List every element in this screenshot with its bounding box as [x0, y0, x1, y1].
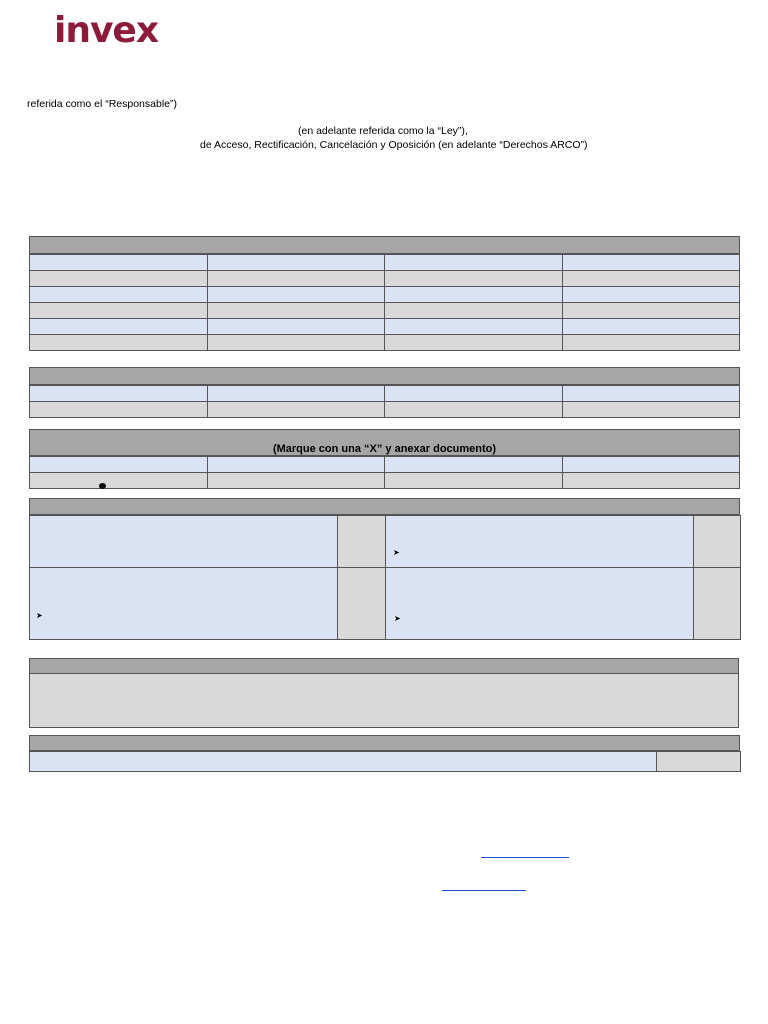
form-cell[interactable]: [207, 319, 385, 335]
form-cell[interactable]: [30, 386, 208, 402]
form-cell[interactable]: [385, 255, 563, 271]
form-cell[interactable]: [562, 386, 740, 402]
form-cell[interactable]: [385, 319, 563, 335]
form-cell[interactable]: [30, 457, 208, 473]
section-4-table: [29, 498, 740, 640]
section-5-header: [29, 658, 739, 674]
right-option-description: [30, 516, 338, 568]
form-cell[interactable]: [207, 402, 385, 418]
form-cell[interactable]: [30, 319, 208, 335]
form-cell[interactable]: [562, 335, 740, 351]
section-4-header: [29, 498, 740, 515]
right-option-checkbox[interactable]: [338, 516, 386, 568]
form-cell[interactable]: [385, 303, 563, 319]
section-2-grid: [29, 385, 740, 418]
section-6-header: [29, 735, 740, 751]
form-cell[interactable]: [562, 303, 740, 319]
intro-line-2: (en adelante referida como la “Ley”),: [298, 125, 468, 137]
right-option-description: [386, 516, 694, 568]
section-6-grid: [29, 751, 741, 772]
form-cell[interactable]: [207, 473, 385, 489]
right-option-checkbox[interactable]: [694, 568, 741, 640]
section-1-header: [29, 236, 740, 254]
form-cell[interactable]: [385, 473, 563, 489]
arrowhead-bullet-icon: ➤: [394, 614, 401, 623]
form-cell[interactable]: [562, 271, 740, 287]
section-3-grid: [29, 456, 740, 489]
form-cell[interactable]: [30, 303, 208, 319]
section-4-grid: [29, 515, 741, 640]
form-cell[interactable]: [562, 319, 740, 335]
form-cell[interactable]: [30, 335, 208, 351]
form-cell[interactable]: [385, 335, 563, 351]
section-1-table: [29, 236, 740, 351]
form-cell[interactable]: [562, 457, 740, 473]
link-underline[interactable]: [481, 857, 569, 858]
form-cell[interactable]: [30, 287, 208, 303]
form-cell[interactable]: [30, 255, 208, 271]
form-cell[interactable]: [207, 386, 385, 402]
intro-line-3: de Acceso, Rectificación, Cancelación y Oposición (en adelante “Derechos ARCO”): [200, 139, 588, 151]
section-5-table: [29, 658, 739, 728]
form-cell[interactable]: [207, 457, 385, 473]
section-6-table: [29, 735, 740, 772]
form-cell[interactable]: [562, 255, 740, 271]
form-cell[interactable]: [562, 402, 740, 418]
form-cell[interactable]: [207, 303, 385, 319]
section-2-header: [29, 367, 740, 385]
form-cell[interactable]: [385, 402, 563, 418]
form-cell[interactable]: [385, 386, 563, 402]
right-option-description: [386, 568, 694, 640]
section-1-grid: [29, 254, 740, 351]
right-option-checkbox[interactable]: [694, 516, 741, 568]
section-3-table: [29, 429, 740, 489]
form-cell[interactable]: [30, 271, 208, 287]
section-2-table: [29, 367, 740, 418]
intro-line-1: referida como el “Responsable”): [27, 98, 177, 110]
form-cell[interactable]: [207, 335, 385, 351]
form-cell[interactable]: [562, 287, 740, 303]
arrowhead-bullet-icon: ➤: [393, 548, 400, 557]
form-cell[interactable]: [657, 752, 741, 772]
right-option-checkbox[interactable]: [338, 568, 386, 640]
section-3-header-note: (Marque con una “X” y anexar documento): [29, 429, 740, 456]
arrowhead-bullet-icon: ➤: [36, 611, 43, 620]
form-cell[interactable]: [562, 473, 740, 489]
form-cell[interactable]: [30, 752, 657, 772]
form-cell[interactable]: [30, 402, 208, 418]
form-cell[interactable]: [30, 473, 208, 489]
invex-logo: invex: [54, 10, 159, 51]
right-option-description: [30, 568, 338, 640]
form-cell[interactable]: [207, 287, 385, 303]
free-text-area[interactable]: [29, 674, 739, 728]
ink-dot-mark: [99, 483, 106, 489]
link-underline[interactable]: [442, 890, 526, 891]
form-cell[interactable]: [385, 457, 563, 473]
form-cell[interactable]: [385, 287, 563, 303]
form-cell[interactable]: [385, 271, 563, 287]
form-cell[interactable]: [207, 271, 385, 287]
form-cell[interactable]: [207, 255, 385, 271]
